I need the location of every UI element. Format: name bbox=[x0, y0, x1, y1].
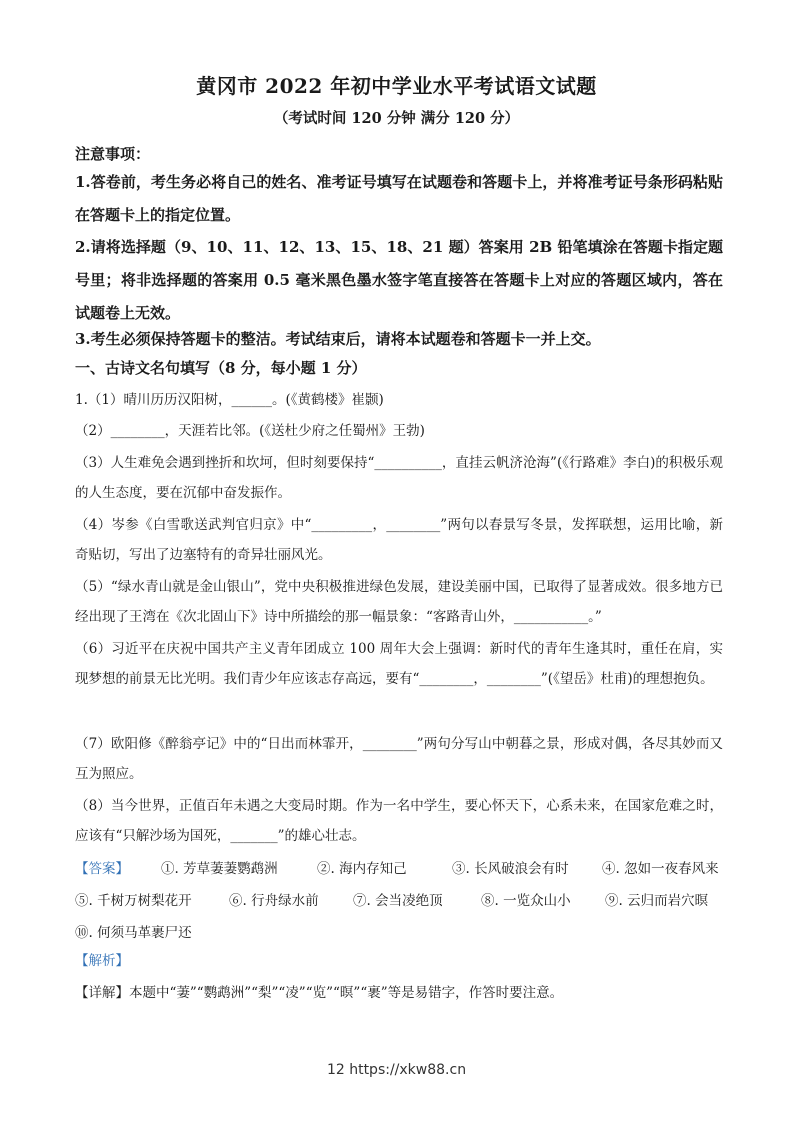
question-1-5: （5）“绿水青山就是金山银山”，党中央积极推进绿色发展，建设美丽中国，已取得了显著成效。很多地方已经出现了王湾在《次北固山下》诗中所描绘的那一幅景象：“客路青山外，___________。” bbox=[75, 579, 723, 625]
question-1-8: （8）当今世界，正值百年未遇之大变局时期。作为一名中学生，要心怀天下，心系未来，在国家危难之时，应该有“只解沙场为国死，_______”的雄心壮志。 bbox=[75, 798, 723, 844]
answer-item: ③. 长风破浪会有时 bbox=[452, 861, 569, 877]
analysis-tag: 【解析】 bbox=[75, 953, 129, 969]
answer-item: ⑦. 会当凌绝顶 bbox=[353, 893, 443, 909]
answer-item: ⑩. 何须马革裹尸还 bbox=[75, 925, 192, 941]
analysis-detail: 【详解】本题中“萋”“鹦鹉洲”“梨”“凌”“览”“暝”“裹”等是易错字，作答时要注意。 bbox=[75, 985, 564, 1001]
note-item-1: 1.答卷前，考生务必将自己的姓名、准考证号填写在试题卷和答题卡上，并将准考证号条形码粘贴在答题卡上的指定位置。 bbox=[75, 173, 723, 224]
page-footer: 12 https://xkw88.cn bbox=[326, 1062, 467, 1078]
note-item-3: 3.考生必须保持答题卡的整洁。考试结束后，请将本试题卷和答题卡一并上交。 bbox=[75, 330, 601, 348]
answer-block bbox=[75, 853, 735, 949]
answer-tag: 【答案】 bbox=[75, 861, 129, 877]
answer-item: ④. 忽如一夜春风来 bbox=[602, 861, 719, 877]
answer-item: ⑨. 云归而岩穴暝 bbox=[605, 893, 709, 909]
answer-item: ⑧. 一览众山小 bbox=[481, 893, 571, 909]
answer-item: ⑥. 行舟绿水前 bbox=[229, 893, 319, 909]
exam-title: 黄冈市 2022 年初中学业水平考试语文试题 bbox=[196, 74, 597, 98]
question-1-6: （6）习近平在庆祝中国共产主义青年团成立 100 周年大会上强调：新时代的青年生逢其时，重任在肩，实现梦想的前景无比光明。我们青少年应该志存高远，要有“________，________”(《望岳》杜甫)的理想抱负。 bbox=[75, 641, 723, 687]
exam-subtitle: （考试时间 120 分钟 满分 120 分） bbox=[273, 110, 520, 127]
question-1-2: （2）________，天涯若比邻。(《送杜少府之任蜀州》王勃) bbox=[75, 423, 425, 439]
answer-item: ②. 海内存知己 bbox=[317, 861, 407, 877]
question-1-3: （3）人生难免会遇到挫折和坎坷，但时刻要保持“__________，直挂云帆济沧海”(《行路难》李白)的积极乐观的人生态度，要在沉郁中奋发振作。 bbox=[75, 455, 723, 501]
notes-heading: 注意事项： bbox=[75, 145, 151, 163]
note-item-2: 2.请将选择题（9、10、11、12、13、15、18、21 题）答案用 2B 铅笔填涂在答题卡指定题号里；将非选择题的答案用 0.5 毫米黑色墨水签字笔直接答在答题卡上对应的答题区域内，答在试题卷上无效。 bbox=[75, 238, 723, 322]
question-1-1: 1.（1）晴川历历汉阳树，______。(《黄鹤楼》崔颢) bbox=[75, 392, 384, 408]
section-heading: 一、古诗文名句填写（8 分，每小题 1 分） bbox=[75, 359, 367, 377]
answer-item: ①. 芳草萋萋鹦鹉洲 bbox=[161, 861, 278, 877]
question-1-4: （4）岑参《白雪歌送武判官归京》中“_________，________”两句以春景写冬景，发挥联想，运用比喻，新奇贴切，写出了边塞特有的奇异壮丽风光。 bbox=[75, 517, 723, 563]
question-1-7: （7）欧阳修《醉翁亭记》中的“日出而林霏开，________”两句分写山中朝暮之景，形成对偶，各尽其妙而又互为照应。 bbox=[75, 736, 723, 782]
answer-item: ⑤. 千树万树梨花开 bbox=[75, 893, 192, 909]
